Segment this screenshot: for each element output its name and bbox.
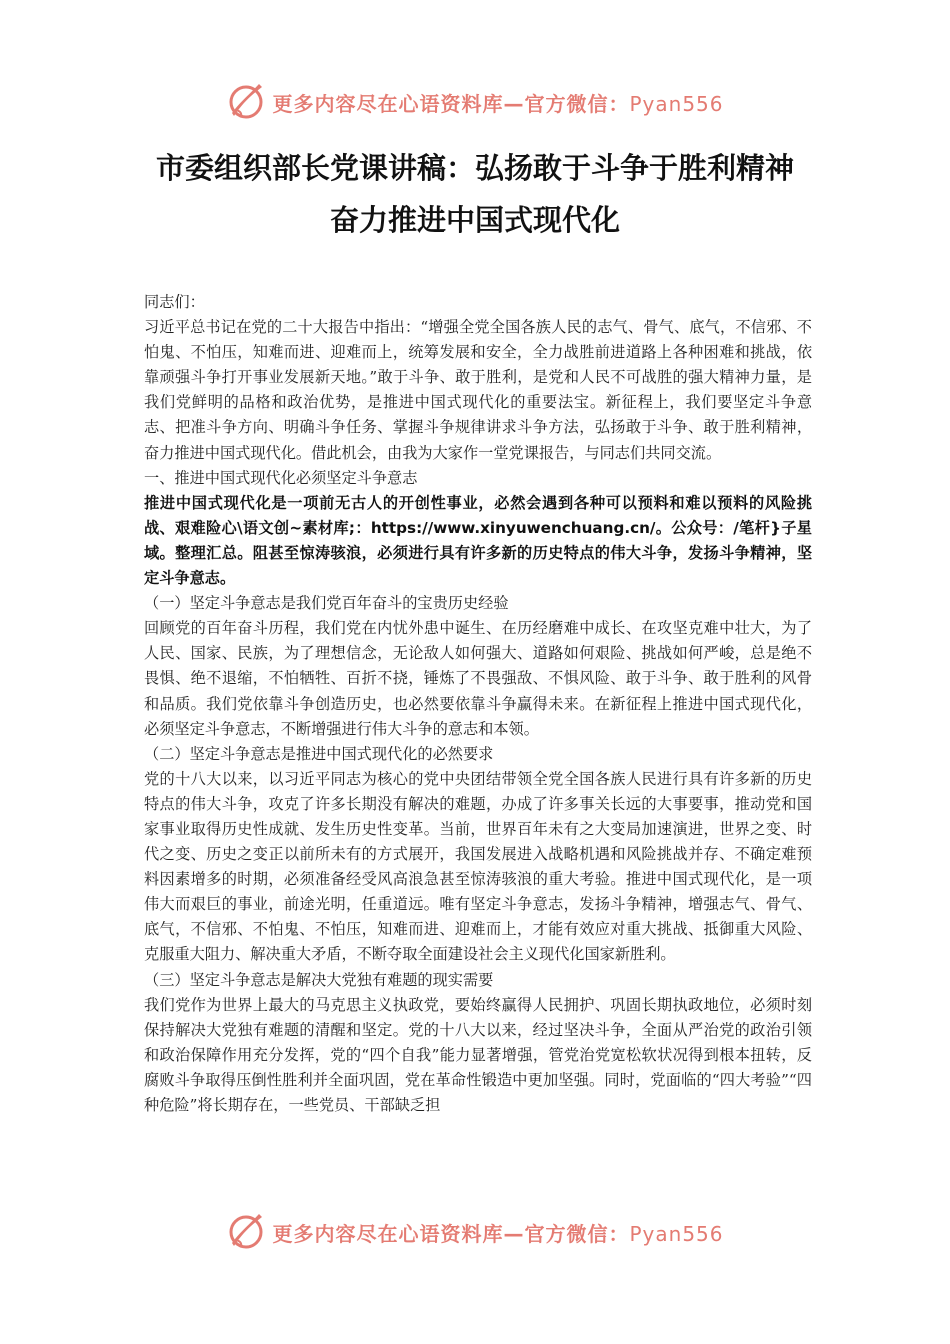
brush-logo-icon bbox=[226, 1212, 266, 1252]
body-paragraph: 习近平总书记在党的二十大报告中指出：“增强全党全国各族人民的志气、骨气、底气，不信邪、不怕鬼、不怕压，知难而进、迎难而上，统筹发展和安全，全力战胜前进道路上各种困难和挑战，依靠顽强斗争打开事业发展新天地。”敢于斗争、敢于胜利，是党和人民不可战胜的强大精神力量，是我们党鲜明的品格和政治优势，是推进中国式现代化的重要法宝。新征程上，我们要坚定斗争意志、把准斗争方向、明确斗争任务、掌握斗争规律讲求斗争方法，弘扬敢于斗争、敢于胜利精神，奋力推进中国式现代化。借此机会，由我为大家作一堂党课报告，与同志们共同交流。 bbox=[144, 318, 812, 462]
subsection-heading: （一）坚定斗争意志是我们党百年奋斗的宝贵历史经验 bbox=[144, 594, 509, 613]
document-title-line-1: 市委组织部长党课讲稿：弘扬敢于斗争于胜利精神 bbox=[155, 151, 794, 185]
subsection-heading: （三）坚定斗争意志是解决大党独有难题的现实需要 bbox=[144, 970, 494, 989]
body-paragraph: 我们党作为世界上最大的马克思主义执政党，要始终赢得人民拥护、巩固长期执政地位，必须时刻保持解决大党独有难题的清醒和坚定。党的十八大以来，经过坚决斗争，全面从严治党的政治引领和政治保障作用充分发挥，党的“四个自我”能力显著增强，管党治党宽松软状况得到根本扭转，反腐败斗争取得压倒性胜利并全面巩固，党在革命性锻造中更加坚强。同时，党面临的“四大考验”“四种危险”将长期存在，一些党员、干部缺乏担 bbox=[144, 995, 812, 1114]
body-paragraph: 回顾党的百年奋斗历程，我们党在内忧外患中诞生、在历经磨难中成长、在攻坚克难中壮大，为了人民、国家、民族，为了理想信念，无论敌人如何强大、道路如何艰险、挑战如何严峻，总是绝不畏惧、绝不退缩，不怕牺牲、百折不挠，锤炼了不畏强敌、不惧风险、敢于斗争、敢于胜利的风骨和品质。我们党依靠斗争创造历史，也必然要依靠斗争赢得未来。在新征程上推进中国式现代化，必须坚定斗争意志，不断增强进行伟大斗争的意志和本领。 bbox=[144, 619, 812, 738]
body-paragraph-bold: 推进中国式现代化是一项前无古人的开创性事业，必然会遇到各种可以预料和难以预料的风险挑战、艰难险心\语文创~素材库;：https://www.xinyuwenchuang.cn/。公众号：/笔杆}子星域。整理汇总。阻甚至惊涛骇浪，必须进行具有许多新的历史特点的伟大斗争，发扬斗争精神，坚定斗争意志。 bbox=[144, 493, 812, 588]
body-paragraph: 党的十八大以来，以习近平同志为核心的党中央团结带领全党全国各族人民进行具有许多新的历史特点的伟大斗争，攻克了许多长期没有解决的难题，办成了许多事关长远的大事要事，推动党和国家事业取得历史性成就、发生历史性变革。当前，世界百年未有之大变局加速演进，世界之变、时代之变、历史之变正以前所未有的方式展开，我国发展进入战略机遇和风险挑战并存、不确定难预料因素增多的时期，必须准备经受风高浪急甚至惊涛骇浪的重大考验。推进中国式现代化，是一项伟大而艰巨的事业，前途光明，任重道远。唯有坚定斗争意志，发扬斗争精神，增强志气、骨气、底气，不信邪、不怕鬼、不怕压，知难而进、迎难而上，才能有效应对重大挑战、抵御重大风险、克服重大阻力、解决重大矛盾，不断夺取全面建设社会主义现代化国家新胜利。 bbox=[144, 769, 812, 964]
footer-watermark-banner bbox=[0, 1208, 950, 1256]
header-watermark-banner bbox=[0, 78, 950, 126]
salutation: 同志们： bbox=[144, 293, 205, 311]
section-heading: 一、推进中国式现代化必须坚定斗争意志 bbox=[144, 468, 418, 487]
document-title-line-2: 奋力推进中国式现代化 bbox=[329, 203, 620, 237]
banner-text: 更多内容尽在心语资料库—官方微信：Pyan556 bbox=[272, 91, 724, 116]
brush-logo-icon bbox=[226, 82, 266, 122]
banner-text: 更多内容尽在心语资料库—官方微信：Pyan556 bbox=[272, 1221, 724, 1246]
document-body bbox=[144, 290, 812, 1118]
subsection-heading: （二）坚定斗争意志是推进中国式现代化的必然要求 bbox=[144, 744, 494, 763]
